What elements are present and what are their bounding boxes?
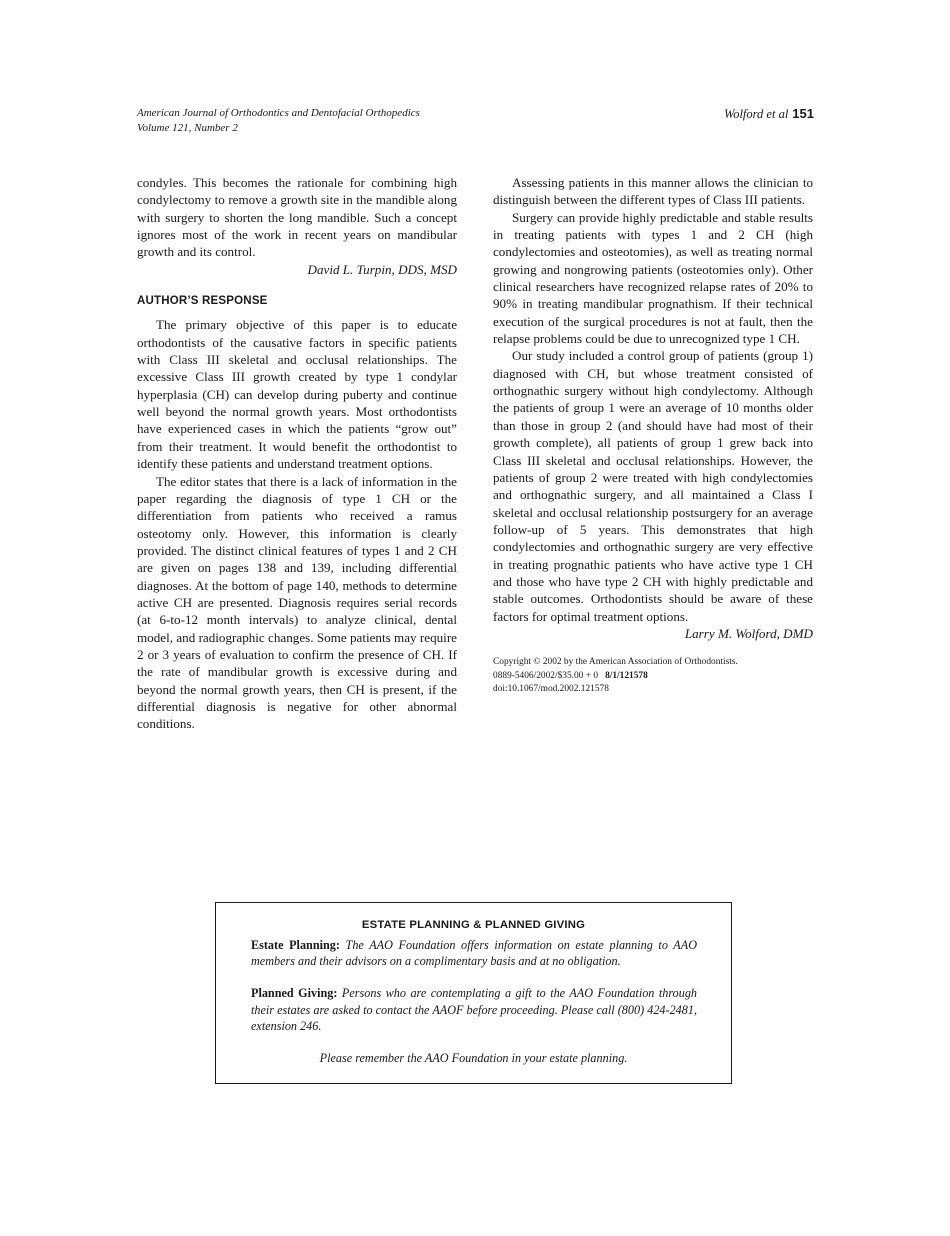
notice-paragraph xyxy=(251,937,697,969)
author-signature: Larry M. Wolford, DMD xyxy=(684,625,813,641)
paragraph: Our study included a control group of patients (group 1) diagnosed with CH, but whose treatment consisted of orthognathic surgery without high condylectomy. Although the patients of group 1 were an average of 10 months older than those in group 2 (and should have had most of their growth complete), all patients of group 1 grew back into Class III skeletal and occlusal relationships. However, the patients of group 2 were treated with high condylectomies and orthognathic surgery, and all maintained a Class I skeletal and occlusal relationship postsurgery for an average follow-up of 5 years. This demonstrates that high condylectomies and orthognathic surgery are very effective in treating prognathic patients who have active type 1 CH and those who have type 2 CH with highly predictable and stable outcomes. Orthodontists should be aware of these factors for optimal treatment options. xyxy=(493,348,813,624)
notice-body: The AAO Foundation offers information on estate planning to AAO members and their advisors on a complimentary basis and at no obligation. xyxy=(251,938,698,969)
doi-line: doi:10.1067/mod.2002.121578 xyxy=(493,684,609,695)
section-heading: AUTHOR’S RESPONSE xyxy=(137,295,268,308)
copyright-block xyxy=(493,656,813,697)
paragraph: The primary objective of this paper is to educate orthodontists of the causative factors in specific patients with Class III skeletal and occlusal relationships. The excessive Class III growth created by type 1 condylar hyperplasia (CH) can develop during puberty and continue well beyond the normal growth years. Most orthodontists have experienced cases in which the patients “grow out” from their treatment. It would benefit the orthodontist to identify these patients and understand treatment options. xyxy=(137,317,457,472)
copyright-line: Copyright © 2002 by the American Association of Orthodontists. xyxy=(493,657,738,668)
journal-volume: Volume 121, Number 2 xyxy=(137,122,238,134)
notice-footer: Please remember the AAO Foundation in your estate planning. xyxy=(319,1051,628,1066)
journal-name: American Journal of Orthodontics and Dentofacial Orthopedics xyxy=(137,107,420,119)
paragraph: The editor states that there is a lack of information in the paper regarding the diagnosis of type 1 CH or the differentiation from patients who received a ramus osteotomy only. However, this information is clearly provided. The distinct clinical features of types 1 and 2 CH are given on pages 138 and 139, including differential diagnoses. At the bottom of page 140, methods to determine active CH are presented. Diagnosis requires serial records (at 6-to-12 month intervals) to analyze clinical, dental model, and radiographic changes. Some patients may require 2 or 3 years of evaluation to confirm the presence of CH. If the rate of mandibular growth is excessive during and beyond the normal growth years, then CH is present, if the differential diagnosis is negative for other abnormal conditions. xyxy=(137,473,457,732)
page-number: 151 xyxy=(792,106,814,121)
estate-planning-notice xyxy=(215,902,732,1084)
notice-paragraph xyxy=(251,985,697,1034)
paragraph: condyles. This becomes the rationale for combining high condylectomy to remove a growth site in the mandible along with surgery to shorten the long mandible. Such a concept ignores most of the work in recent years on mandibular growth and its control. xyxy=(137,175,457,260)
page-reference xyxy=(724,106,814,122)
notice-title: ESTATE PLANNING & PLANNED GIVING xyxy=(361,919,586,931)
running-authors: Wolford et al xyxy=(723,107,789,121)
notice-body: Persons who are contemplating a gift to the AAO Foundation through their estates are asked to contact the AAOF before proceeding. Please call (800) 424-2481, extension 246. xyxy=(251,986,698,1033)
paragraph: Surgery can provide highly predictable and stable results in treating patients with types 1 and 2 CH (high condylectomies and osteotomies), as well as treating normal growing and nongrowing patients (osteotomies only). Other clinical researchers have recognized relapse rates of 20% to 90% in treating mandibular prognathism. If their technical execution of the surgical procedures is not at fault, then the relapse problems could be due to unrecognized type 1 CH. xyxy=(493,209,813,347)
paragraph: Assessing patients in this manner allows the clinician to distinguish between the different types of Class III patients. xyxy=(493,175,813,208)
notice-lead: Planned Giving: xyxy=(251,986,338,1001)
issn-line xyxy=(493,670,813,684)
editor-signature: David L. Turpin, DDS, MSD xyxy=(307,261,457,277)
right-column xyxy=(493,174,813,697)
left-column xyxy=(137,174,457,733)
article-code: 8/1/121578 xyxy=(605,670,648,681)
notice-lead: Estate Planning: xyxy=(251,938,340,952)
issn-price: 0889-5406/2002/$35.00 + 0 xyxy=(493,670,599,681)
running-head xyxy=(137,106,814,136)
